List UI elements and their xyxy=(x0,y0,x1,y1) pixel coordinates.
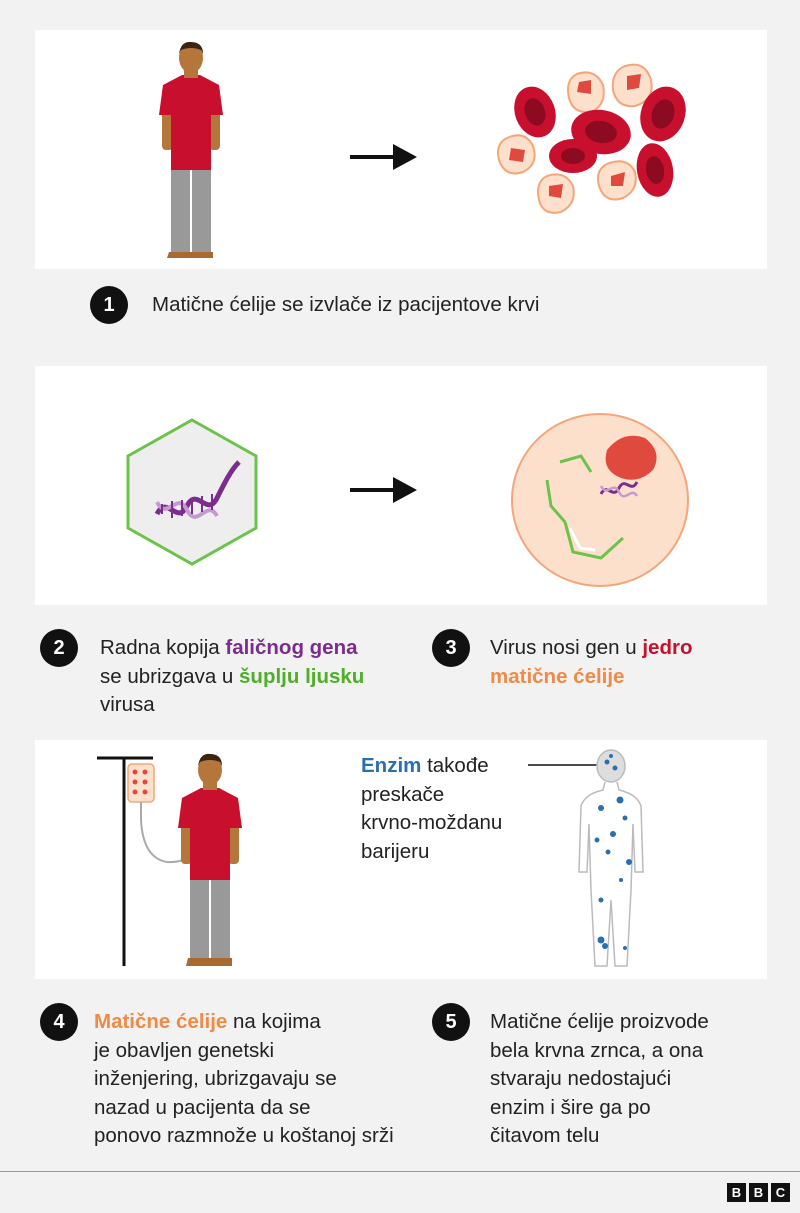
step-3-caption xyxy=(490,634,692,691)
step-4-line-3: inženjering, ubrizgavaju se xyxy=(94,1067,337,1090)
gene-virus-illustration xyxy=(35,366,767,605)
highlight-nucleus: jedro xyxy=(642,636,693,659)
step-3-text-a: Virus nosi gen u xyxy=(490,636,643,659)
virus-shell xyxy=(128,420,256,564)
arrow-icon xyxy=(350,477,417,503)
body-outline xyxy=(528,750,643,966)
step-number-3: 3 xyxy=(432,629,470,667)
enzyme-note-line-3: krvno-moždanu xyxy=(361,811,503,834)
patient-figure xyxy=(178,754,242,966)
enzyme-note-line-2: preskače xyxy=(361,782,445,806)
step-4-line-4: nazad u pacijenta da se xyxy=(94,1095,311,1119)
bbc-logo xyxy=(727,1183,790,1202)
step-5-caption xyxy=(490,1008,709,1151)
step-2-text-c: virusa xyxy=(100,693,155,716)
stem-cell xyxy=(512,414,688,586)
blood-cells xyxy=(498,65,693,213)
arrow-icon xyxy=(350,144,417,170)
step-number-2: 2 xyxy=(40,629,78,667)
step-5-line-3: stvaraju nedostajući xyxy=(490,1067,672,1090)
highlight-stem-cells: Matične ćelije xyxy=(94,1010,228,1033)
patient-figure xyxy=(159,42,223,258)
extraction-illustration xyxy=(35,30,767,269)
highlight-hollow-shell: šuplju ljusku xyxy=(239,664,365,688)
enzyme-note-line-1: takođe xyxy=(421,754,489,777)
panel-extraction xyxy=(35,30,767,269)
step-1-caption: Matične ćelije se izvlače iz pacijentove krvi xyxy=(152,293,540,316)
bbc-logo-letter-3: C xyxy=(771,1183,790,1202)
step-number-5: 5 xyxy=(432,1003,470,1041)
bbc-logo-letter-1: B xyxy=(727,1183,746,1202)
footer-divider xyxy=(0,1171,800,1172)
step-4-line-2: je obavljen genetski xyxy=(94,1038,275,1062)
bbc-logo-letter-2: B xyxy=(749,1183,768,1202)
step-number-1: 1 xyxy=(90,286,128,324)
step-4-line-5: ponovo razmnože u koštanoj srži xyxy=(94,1124,394,1147)
step-5-line-5: čitavom telu xyxy=(490,1124,600,1147)
step-2-text-a: Radna kopija xyxy=(100,636,226,659)
step-5-line-1: Matične ćelije proizvode xyxy=(490,1010,709,1033)
highlight-enzyme: Enzim xyxy=(361,754,422,777)
step-number-4: 4 xyxy=(40,1003,78,1041)
step-5-line-2: bela krvna zrnca, a ona xyxy=(490,1038,704,1062)
step-5-line-4: enzim i šire ga po xyxy=(490,1095,651,1119)
step-4-caption xyxy=(94,1008,394,1151)
step-2-text-b: se ubrizgava u xyxy=(100,664,240,688)
highlight-stem-cell: matične ćelije xyxy=(490,664,625,688)
highlight-faulty-gene: faličnog gena xyxy=(225,636,358,659)
enzyme-note xyxy=(361,752,502,866)
panel-gene-virus xyxy=(35,366,767,605)
step-4-line-1: na kojima xyxy=(227,1010,321,1033)
enzyme-note-line-4: barijeru xyxy=(361,839,430,863)
step-2-caption xyxy=(100,634,364,720)
